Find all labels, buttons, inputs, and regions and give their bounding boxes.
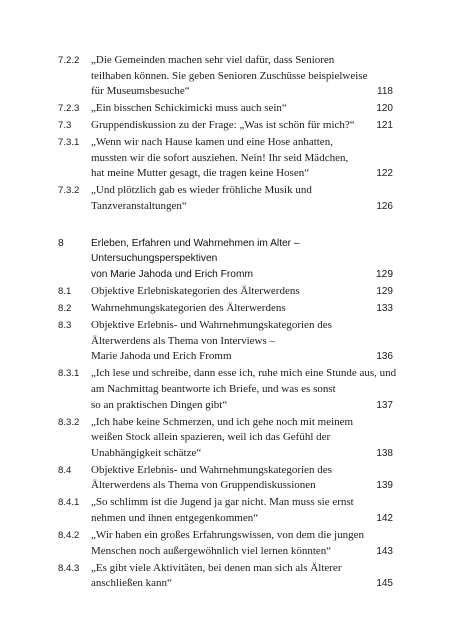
section-title-line: „Ein bisschen Schickimicki muss auch sein“: [91, 102, 287, 115]
section-title-line: Älterwerdens als Thema von Interviews –: [91, 334, 275, 347]
section-number: 8.2: [58, 303, 72, 315]
section-number: 8.3.1: [58, 368, 80, 380]
toc-entry: [58, 183, 393, 214]
section-title-line: „Es gibt viele Aktivitäten, bei denen man sich als Älterer: [91, 561, 342, 574]
section-title-line: „Und plötzlich gab es wieder fröhliche Musik und: [91, 184, 312, 197]
page-number: 122: [376, 168, 393, 180]
section-number: 7.3.2: [58, 185, 80, 197]
toc-entry: [58, 528, 393, 559]
section-title-line: Menschen noch außergewöhnlich viel lernen könnten“: [91, 544, 332, 557]
section-title-line: Objektive Erlebniskategorien des Älterwerdens: [91, 285, 300, 298]
section-title-line: „Ich habe keine Schmerzen, und ich gehe noch mit meinem: [91, 415, 354, 428]
page-number: 136: [376, 351, 393, 363]
section-title: [91, 366, 397, 413]
section-title-line: „Die Gemeinden machen sehr viel dafür, dass Senioren: [91, 54, 335, 66]
section-title-line: teilhaben können. Sie geben Senioren Zuschüsse beispielweise: [91, 69, 368, 82]
section-title: [91, 318, 393, 365]
section-number: 8.4: [58, 464, 72, 476]
toc-chapter-entry: [58, 236, 393, 283]
section-title-line: „So schlimm ist die Jugend ja gar nicht. Man muss sie ernst: [91, 496, 354, 509]
page-number: 138: [376, 447, 393, 459]
section-title: [91, 561, 393, 592]
page-number: 143: [376, 545, 393, 557]
toc-entry: [58, 135, 393, 182]
section-title: [91, 118, 393, 134]
table-of-contents: [58, 53, 397, 593]
section-title-line: am Nachmittag beantworte ich Briefe, und was es sonst: [91, 383, 336, 396]
section-title: [91, 301, 393, 317]
toc-entry: [58, 118, 393, 134]
section-title: [91, 236, 393, 283]
section-number: 8.4.2: [58, 529, 80, 541]
section-title-line: Älterwerdens als Thema von Gruppendiskussionen: [91, 479, 316, 492]
section-title: [91, 135, 393, 182]
page-number: 120: [376, 103, 393, 115]
page-number: 129: [376, 286, 393, 298]
section-title: [91, 53, 393, 100]
section-title: [91, 495, 393, 526]
page-number: 121: [376, 120, 393, 132]
section-title-line: Untersuchungsperspektiven: [91, 253, 218, 265]
section-title-line: weißen Stock allein spazieren, weil ich das Gefühl der: [91, 431, 331, 444]
toc-entry: [58, 415, 393, 462]
section-number: 8.3.2: [58, 416, 80, 428]
section-title: [91, 101, 393, 117]
toc-entry: [58, 101, 393, 117]
section-number: 8.4.1: [58, 497, 80, 509]
section-number: 7.2.3: [58, 103, 80, 115]
section-title-line: Gruppendiskussion zu der Frage: „Was ist schön für mich?“: [91, 119, 355, 132]
page-number: 142: [376, 512, 393, 524]
toc-entry: [58, 284, 393, 300]
section-title-line: Tanzveranstaltungen“: [91, 199, 187, 212]
section-number: 7.2.2: [58, 55, 80, 66]
section-title-line: Marie Jahoda und Erich Fromm: [91, 350, 232, 363]
section-number: 7.3.1: [58, 137, 80, 149]
toc-entry: [58, 463, 393, 494]
section-title: [91, 463, 393, 494]
section-title: [91, 528, 393, 559]
section-title-line: für Museumsbesuche“: [91, 85, 190, 98]
section-title: [91, 284, 393, 300]
section-title-line: Objektive Erlebnis- und Wahrnehmungskategorien des: [91, 463, 332, 476]
page-number: 118: [377, 86, 393, 98]
section-number: 8.4.3: [58, 562, 80, 574]
page-number: 126: [376, 200, 393, 212]
section-title-line: Erleben, Erfahren und Wahrnehmen im Alter –: [91, 237, 300, 249]
section-number: 8.1: [58, 286, 72, 298]
section-title-line: so an praktischen Dingen gibt“: [91, 398, 228, 411]
section-title-line: „Ich lese und schreibe, dann esse ich, ruhe mich eine Stunde aus, und: [91, 367, 397, 380]
toc-entry: [58, 318, 393, 365]
section-title-line: anschließen kann“: [91, 577, 172, 590]
section-title-line: Objektive Erlebnis- und Wahrnehmungskategorien des: [91, 319, 332, 332]
section-title-line: Wahrnehmungskategorien des Älterwerdens: [91, 302, 286, 315]
toc-entry: [58, 366, 397, 413]
toc-entry: [58, 561, 393, 592]
toc-entry: [58, 53, 393, 100]
section-number: 8: [58, 237, 64, 249]
page-number: 145: [376, 578, 393, 590]
page-number: 139: [376, 480, 393, 492]
section-title-line: hat meine Mutter gesagt, die tragen keine Hosen“: [91, 167, 310, 180]
toc-entry: [58, 495, 393, 526]
section-title-line: „Wenn wir nach Hause kamen und eine Hose anhatten,: [91, 136, 333, 149]
toc-entry: [58, 301, 393, 317]
section-number: 8.3: [58, 320, 72, 332]
section-title-line: „Wir haben ein großes Erfahrungswissen, von dem die jungen: [91, 528, 364, 541]
section-title-line: mussten wir die sofort ausziehen. Nein! Ihr seid Mädchen,: [91, 151, 349, 164]
section-title-line: von Marie Jahoda und Erich Fromm: [91, 268, 253, 280]
page-number: 133: [376, 303, 393, 315]
section-title: [91, 183, 393, 214]
page-number: 137: [376, 399, 393, 411]
section-title-line: Unabhängigkeit schätze“: [91, 446, 202, 459]
section-title: [91, 415, 393, 462]
page-number: 129: [376, 268, 393, 280]
section-title-line: nehmen und ihnen entgegenkommen“: [91, 511, 259, 524]
section-number: 7.3: [58, 120, 72, 132]
